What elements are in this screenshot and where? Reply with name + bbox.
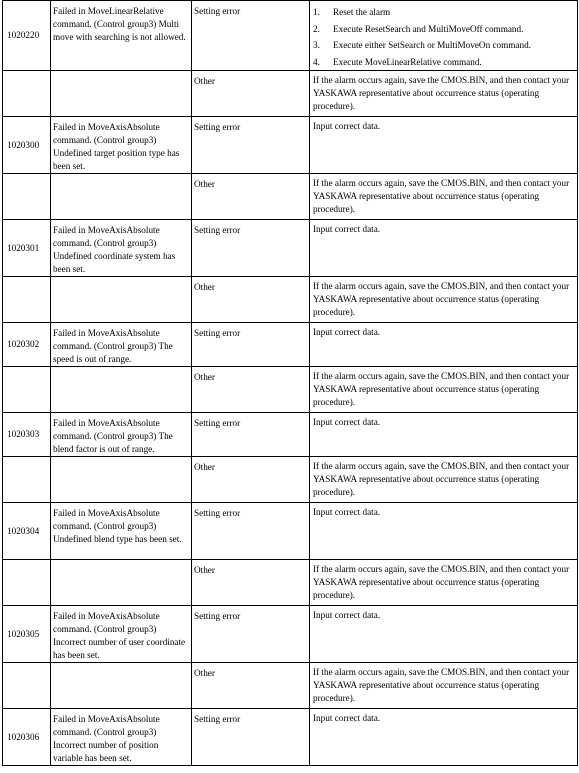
alarm-cause-cell: Other: [192, 71, 310, 117]
alarm-remedy-cell: If the alarm occurs again, save the CMOS.BIN, and then contact your YASKAWA representative about occurrence status (operating procedure).: [310, 457, 578, 503]
alarm-description-cell: [51, 560, 192, 606]
alarm-cause-cell: Setting error: [192, 413, 310, 457]
alarm-code-cell: 1020304: [3, 503, 51, 560]
alarm-code-cell: [3, 663, 51, 709]
alarm-description-cell: Failed in MoveAxisAbsolute command. (Control group3) The speed is out of range.: [51, 323, 192, 367]
alarm-code-cell: 1020301: [3, 220, 51, 277]
alarm-cause-cell: Other: [192, 174, 310, 220]
remedy-step-number: 4.: [313, 56, 320, 67]
remedy-step: [313, 4, 575, 21]
table-row: [3, 457, 578, 503]
alarm-cause-cell: Setting error: [192, 117, 310, 174]
alarm-code-cell: [3, 71, 51, 117]
alarm-description-cell: Failed in MoveAxisAbsolute command. (Control group3) Incorrect number of user coordinate has been set.: [51, 606, 192, 663]
table-row: [3, 277, 578, 323]
table-row: [3, 503, 578, 560]
alarm-description-cell: Failed in MoveAxisAbsolute command. (Control group3) Undefined blend type has been set.: [51, 503, 192, 560]
alarm-code-cell: 1020306: [3, 709, 51, 766]
remedy-step-number: 2.: [313, 23, 320, 34]
alarm-cause-cell: Other: [192, 560, 310, 606]
alarm-code-cell: 1020305: [3, 606, 51, 663]
table-row: [3, 174, 578, 220]
alarm-description-cell: [51, 71, 192, 117]
alarm-remedy-cell: If the alarm occurs again, save the CMOS.BIN, and then contact your YASKAWA representative about occurrence status (operating procedure).: [310, 277, 578, 323]
table-row: [3, 1, 578, 71]
remedy-step-number: 1.: [313, 7, 320, 17]
table-row: [3, 606, 578, 663]
table-row: [3, 663, 578, 709]
alarm-description-cell: Failed in MoveAxisAbsolute command. (Control group3) Undefined coordinate system has been set.: [51, 220, 192, 277]
alarm-remedy-cell: If the alarm occurs again, save the CMOS.BIN, and then contact your YASKAWA representative about occurrence status (operating procedure).: [310, 367, 578, 413]
alarm-description-cell: Failed in MoveLinearRelative command. (Control group3) Multi move with searching is not allowed.: [51, 1, 192, 71]
remedy-step-text: Execute MoveLinearRelative command.: [333, 56, 482, 67]
remedy-step: [313, 21, 575, 38]
alarm-code-cell: [3, 560, 51, 606]
remedy-steps-list: [313, 4, 575, 70]
remedy-step: [313, 37, 575, 54]
remedy-step: [313, 54, 575, 71]
alarm-cause-cell: Other: [192, 367, 310, 413]
remedy-step-number: 3.: [313, 40, 320, 50]
table-row: [3, 323, 578, 367]
alarm-code-cell: 1020302: [3, 323, 51, 367]
alarm-code-cell: [3, 457, 51, 503]
alarm-code-cell: 1020300: [3, 117, 51, 174]
alarm-cause-cell: Setting error: [192, 503, 310, 560]
table-row: [3, 413, 578, 457]
alarm-remedy-cell: Input correct data.: [310, 606, 578, 663]
alarm-cause-cell: Other: [192, 663, 310, 709]
alarm-remedy-cell: [310, 1, 578, 71]
alarm-remedy-cell: If the alarm occurs again, save the CMOS.BIN, and then contact your YASKAWA representative about occurrence status (operating procedure).: [310, 174, 578, 220]
alarm-cause-cell: Setting error: [192, 709, 310, 766]
alarm-code-cell: [3, 174, 51, 220]
table-row: [3, 71, 578, 117]
alarm-cause-cell: Other: [192, 457, 310, 503]
alarm-remedy-cell: Input correct data.: [310, 709, 578, 766]
remedy-step-text: Execute ResetSearch and MultiMoveOff command.: [333, 23, 524, 34]
alarm-remedy-cell: Input correct data.: [310, 323, 578, 367]
alarm-description-cell: [51, 277, 192, 323]
alarm-code-cell: [3, 367, 51, 413]
table-row: [3, 560, 578, 606]
alarm-remedy-cell: If the alarm occurs again, save the CMOS.BIN, and then contact your YASKAWA representative about occurrence status (operating procedure).: [310, 71, 578, 117]
alarm-remedy-cell: If the alarm occurs again, save the CMOS.BIN, and then contact your YASKAWA representative about occurrence status (operating procedure).: [310, 560, 578, 606]
alarm-cause-cell: Other: [192, 277, 310, 323]
alarm-table-body: [3, 1, 578, 766]
alarm-remedy-cell: If the alarm occurs again, save the CMOS.BIN, and then contact your YASKAWA representative about occurrence status (operating procedure).: [310, 663, 578, 709]
alarm-code-cell: [3, 277, 51, 323]
alarm-remedy-cell: Input correct data.: [310, 503, 578, 560]
alarm-remedy-cell: Input correct data.: [310, 220, 578, 277]
table-row: [3, 709, 578, 766]
alarm-remedy-cell: Input correct data.: [310, 117, 578, 174]
alarm-description-cell: Failed in MoveAxisAbsolute command. (Control group3) Undefined target position type has been set.: [51, 117, 192, 174]
alarm-cause-cell: Setting error: [192, 220, 310, 277]
table-row: [3, 367, 578, 413]
table-row: [3, 117, 578, 174]
alarm-description-cell: [51, 457, 192, 503]
alarm-code-cell: 1020220: [3, 1, 51, 71]
table-row: [3, 220, 578, 277]
alarm-description-cell: [51, 174, 192, 220]
alarm-description-cell: [51, 367, 192, 413]
alarm-remedy-cell: Input correct data.: [310, 413, 578, 457]
alarm-cause-cell: Setting error: [192, 606, 310, 663]
alarm-cause-cell: Setting error: [192, 323, 310, 367]
alarm-code-cell: 1020303: [3, 413, 51, 457]
alarm-description-cell: Failed in MoveAxisAbsolute command. (Control group3) Incorrect number of position variable has been set.: [51, 709, 192, 766]
alarm-table: [2, 0, 578, 766]
remedy-step-text: Reset the alarm: [333, 7, 391, 17]
alarm-description-cell: Failed in MoveAxisAbsolute command. (Control group3) The blend factor is out of range.: [51, 413, 192, 457]
alarm-cause-cell: Setting error: [192, 1, 310, 71]
alarm-description-cell: [51, 663, 192, 709]
remedy-step-text: Execute either SetSearch or MultiMoveOn command.: [333, 40, 531, 50]
